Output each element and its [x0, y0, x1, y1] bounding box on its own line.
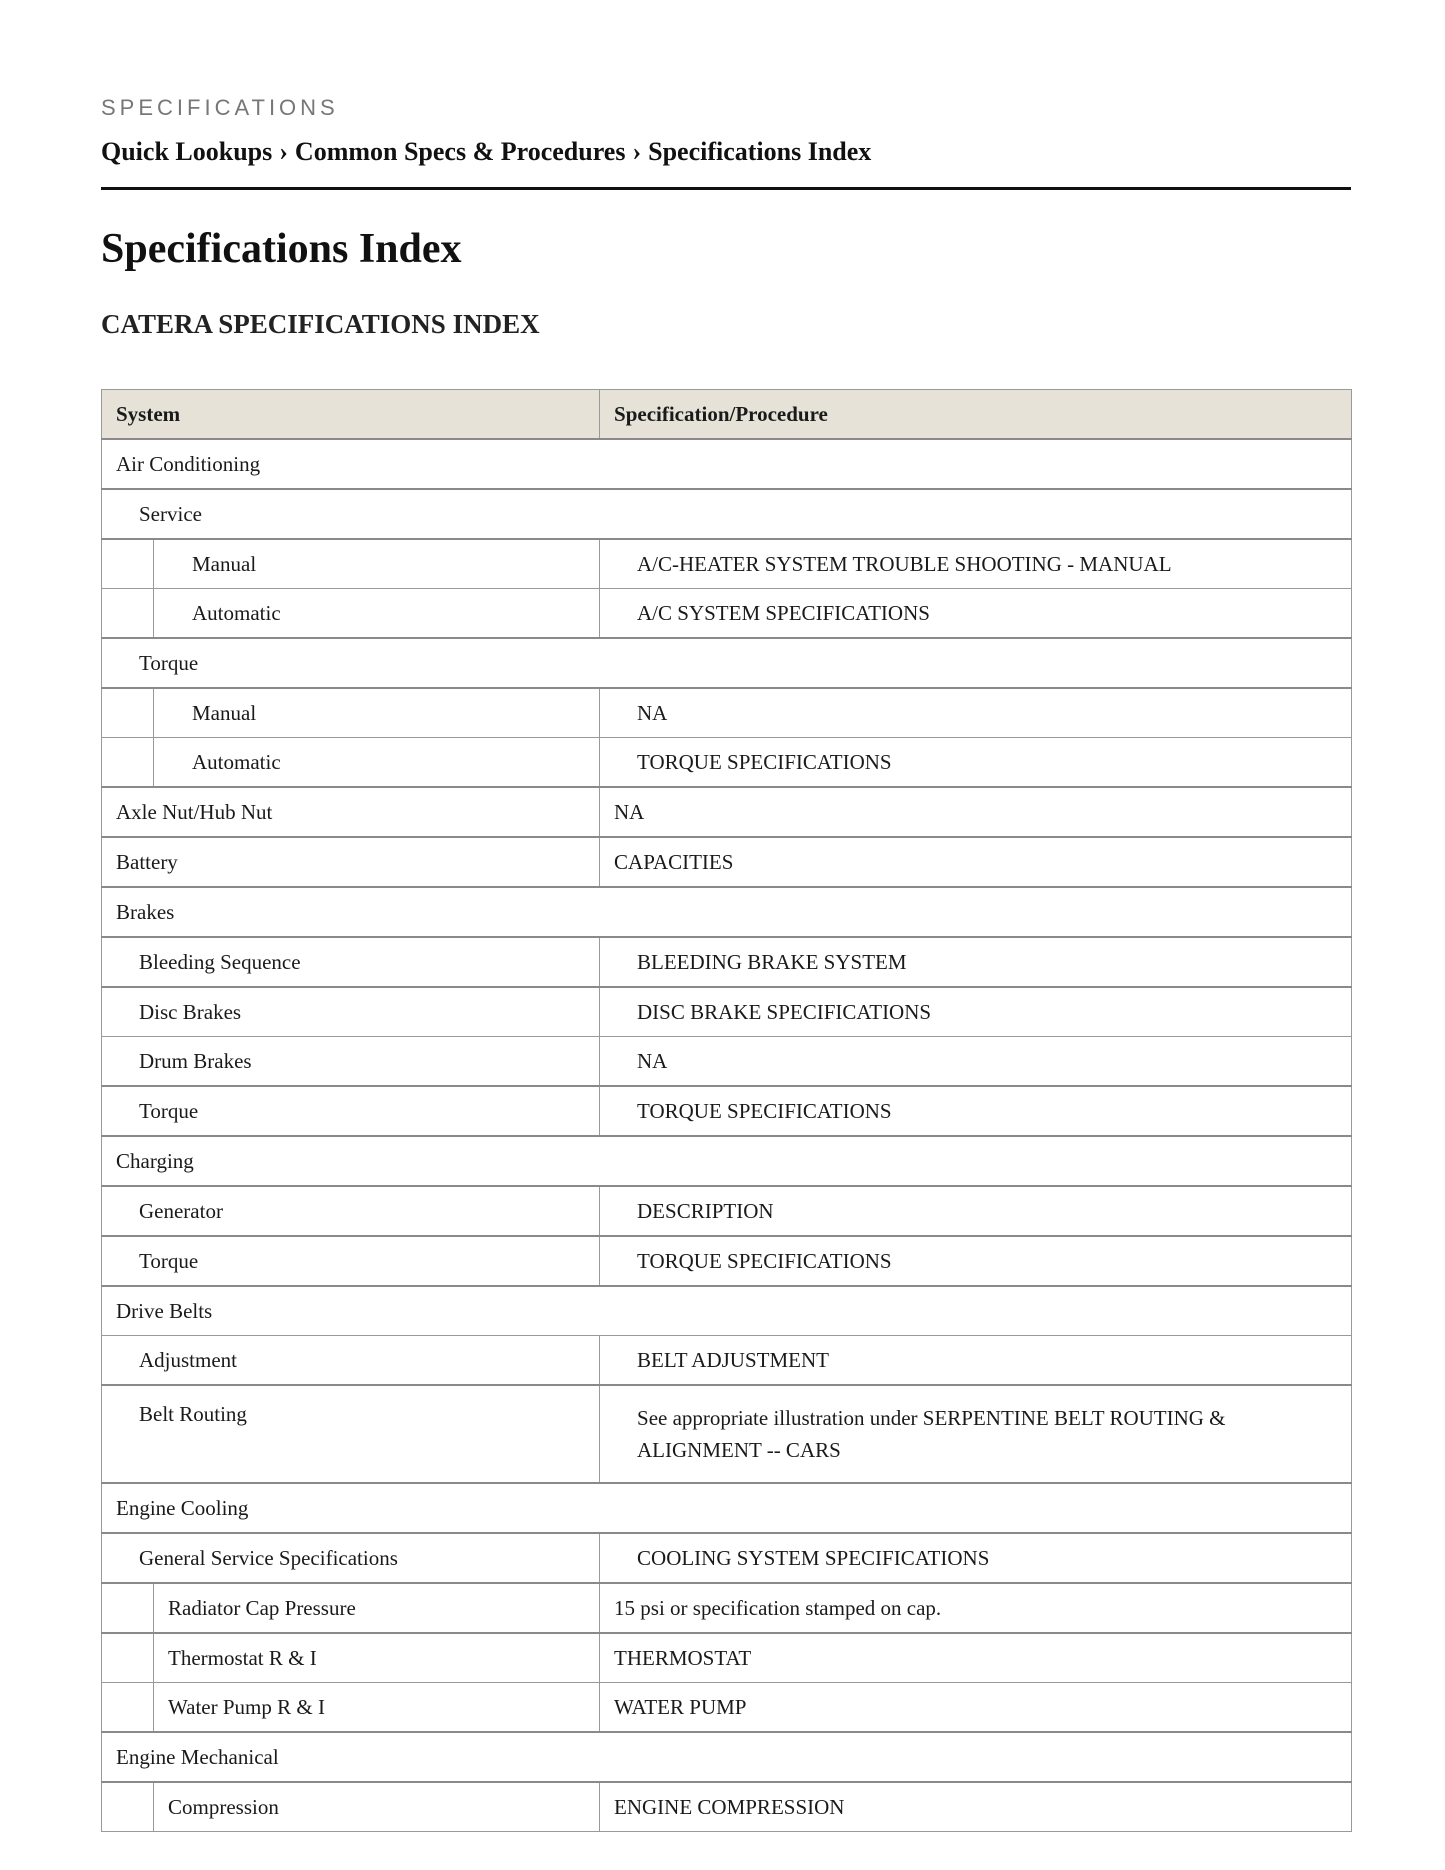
indent-cell [102, 1683, 154, 1733]
table-row [102, 837, 1352, 887]
table-row [102, 589, 1352, 639]
system-cell: Thermostat R & I [154, 1633, 600, 1683]
table-row-group [102, 1286, 1352, 1336]
spec-link[interactable]: TORQUE SPECIFICATIONS [600, 738, 1352, 788]
spec-link[interactable]: WATER PUMP [600, 1683, 1352, 1733]
system-cell: Bleeding Sequence [102, 937, 600, 987]
spec-link[interactable]: TORQUE SPECIFICATIONS [600, 1236, 1352, 1286]
spec-link[interactable]: ENGINE COMPRESSION [600, 1782, 1352, 1832]
spec-link[interactable]: See appropriate illustration under SERPENTINE BELT ROUTING & ALIGNMENT -- CARS [600, 1385, 1352, 1483]
table-row [102, 1533, 1352, 1583]
table-row [102, 539, 1352, 589]
system-cell: Charging [102, 1136, 1352, 1186]
system-cell: General Service Specifications [102, 1533, 600, 1583]
table-row-group [102, 1732, 1352, 1782]
system-cell: Radiator Cap Pressure [154, 1583, 600, 1633]
table-row-group [102, 1136, 1352, 1186]
section-kicker: SPECIFICATIONS [101, 95, 339, 120]
system-cell: Torque [102, 1236, 600, 1286]
system-cell: Air Conditioning [102, 439, 1352, 489]
spec-value: NA [600, 1037, 1352, 1087]
specifications-table [101, 389, 1352, 1832]
column-header-spec: Specification/Procedure [600, 390, 1352, 440]
table-row [102, 937, 1352, 987]
breadcrumb-item-current: Specifications Index [648, 137, 872, 166]
system-cell: Manual [154, 539, 600, 589]
breadcrumb-separator: › [632, 137, 642, 166]
table-row [102, 1583, 1352, 1633]
system-cell: Drive Belts [102, 1286, 1352, 1336]
table-row [102, 1336, 1352, 1386]
table-row-group [102, 439, 1352, 489]
system-cell: Axle Nut/Hub Nut [102, 787, 600, 837]
table-row [102, 987, 1352, 1037]
spec-link[interactable]: TORQUE SPECIFICATIONS [600, 1086, 1352, 1136]
table-row [102, 1086, 1352, 1136]
system-cell: Belt Routing [102, 1385, 600, 1483]
breadcrumb-item-quick-lookups[interactable]: Quick Lookups [101, 137, 273, 166]
table-row-group [102, 887, 1352, 937]
spec-link[interactable]: A/C-HEATER SYSTEM TROUBLE SHOOTING - MANUAL [600, 539, 1352, 589]
spec-link[interactable]: BELT ADJUSTMENT [600, 1336, 1352, 1386]
spec-link[interactable]: CAPACITIES [600, 837, 1352, 887]
page-title: Specifications Index [101, 226, 462, 272]
column-header-system: System [102, 390, 600, 440]
spec-link[interactable]: THERMOSTAT [600, 1633, 1352, 1683]
table-row-subgroup [102, 638, 1352, 688]
indent-cell [102, 1583, 154, 1633]
system-cell: Disc Brakes [102, 987, 600, 1037]
header-divider [101, 187, 1351, 190]
spec-link[interactable]: COOLING SYSTEM SPECIFICATIONS [600, 1533, 1352, 1583]
spec-link[interactable]: DISC BRAKE SPECIFICATIONS [600, 987, 1352, 1037]
system-cell: Battery [102, 837, 600, 887]
indent-cell [102, 1782, 154, 1832]
table-row [102, 1037, 1352, 1087]
table-row [102, 1683, 1352, 1733]
table-row [102, 688, 1352, 738]
table-row [102, 1633, 1352, 1683]
table-row-group [102, 1483, 1352, 1533]
spec-value: NA [600, 688, 1352, 738]
table-header-row [102, 390, 1352, 440]
indent-cell [102, 688, 154, 738]
spec-link[interactable]: DESCRIPTION [600, 1186, 1352, 1236]
system-cell: Water Pump R & I [154, 1683, 600, 1733]
system-cell: Automatic [154, 589, 600, 639]
system-cell: Generator [102, 1186, 600, 1236]
table-row [102, 1385, 1352, 1483]
system-cell: Manual [154, 688, 600, 738]
system-cell: Torque [102, 638, 1352, 688]
breadcrumb-item-common-specs[interactable]: Common Specs & Procedures [294, 137, 626, 166]
system-cell: Torque [102, 1086, 600, 1136]
system-cell: Service [102, 489, 1352, 539]
table-row [102, 738, 1352, 788]
indent-cell [102, 1633, 154, 1683]
spec-link[interactable]: BLEEDING BRAKE SYSTEM [600, 937, 1352, 987]
page-subtitle: CATERA SPECIFICATIONS INDEX [101, 309, 540, 339]
table-row [102, 787, 1352, 837]
indent-cell [102, 738, 154, 788]
breadcrumb-separator: › [279, 137, 288, 166]
indent-cell [102, 539, 154, 589]
spec-link[interactable]: A/C SYSTEM SPECIFICATIONS [600, 589, 1352, 639]
system-cell: Brakes [102, 887, 1352, 937]
system-cell: Automatic [154, 738, 600, 788]
table-row [102, 1186, 1352, 1236]
indent-cell [102, 589, 154, 639]
system-cell: Engine Cooling [102, 1483, 1352, 1533]
table-row-subgroup [102, 489, 1352, 539]
system-cell: Engine Mechanical [102, 1732, 1352, 1782]
system-cell: Drum Brakes [102, 1037, 600, 1087]
system-cell: Compression [154, 1782, 600, 1832]
table-row [102, 1782, 1352, 1832]
spec-value: 15 psi or specification stamped on cap. [600, 1583, 1352, 1633]
spec-value: NA [600, 787, 1352, 837]
breadcrumb [101, 137, 871, 167]
system-cell: Adjustment [102, 1336, 600, 1386]
table-row [102, 1236, 1352, 1286]
